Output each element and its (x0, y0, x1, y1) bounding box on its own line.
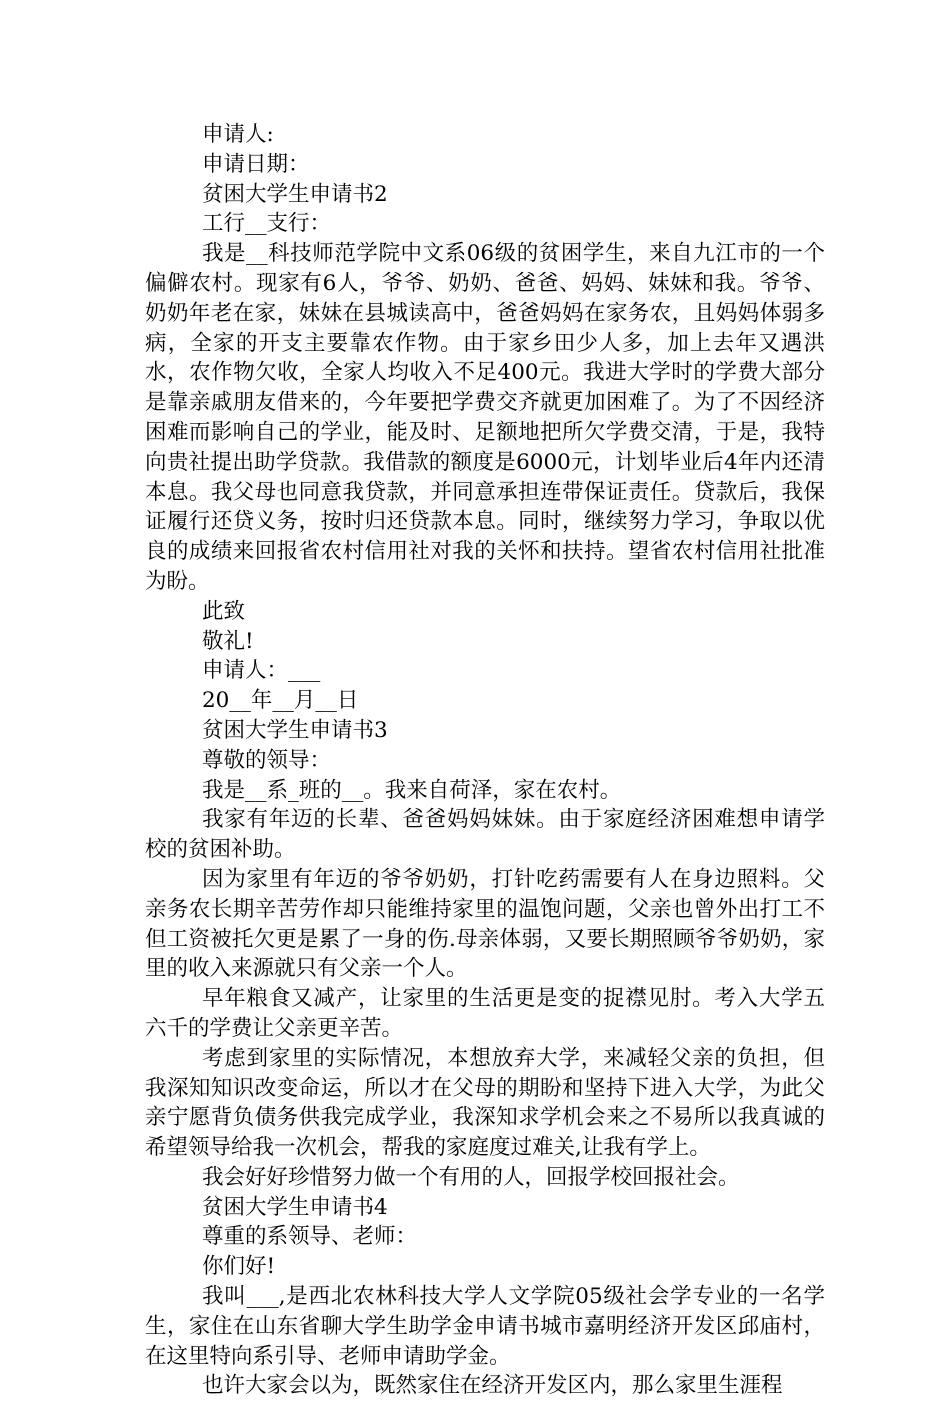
applicant-label: 申请人: (202, 122, 274, 147)
body-paragraph: 我是__科技师范学院中文系06级的贫困学生，来自九江市的一个偏僻农村。现家有6人，爷爷、奶奶、爸爸、妈妈、妹妹和我。爷爷、奶奶年老在家，妹妹在县城读高中，爸爸妈妈在家务农，且妈妈体弱多病，全家的开支主要靠农作物。由于家乡田少人多，加上去年又遇洪水，农作物欠收，全家人均收入不足400元。我进大学时的学费大部分是靠亲戚朋友借来的，今年要把学费交齐就更加困难了。为了不因经济困难而影响自己的学业，能及时、足额地把所欠学费交清，于是，我特向贵社提出助学贷款。我借款的额度是6000元，计划毕业后4年内还清本息。我父母也同意我贷款，并同意承担连带保证责任。贷款后，我保证履行还贷义务，按时归还贷款本息。同时，继续努力学习，争取以优良的成绩来回报省农村信用社对我的关怀和扶持。望省农村信用社批准为盼。 (145, 241, 825, 594)
body-paragraph: 我叫___,是西北农林科技大学人文学院05级社会学专业的一名学生，家住在山东省聊大学生助学金申请书城市嘉明经济开发区邱庙村，在这里特向系引导、老师申请助学金。 (145, 1284, 825, 1369)
body-paragraph: 也许大家会以为，既然家住在经济开发区内，那么家里生涯程 (202, 1373, 783, 1399)
application-date-label: 申请日期： (202, 151, 310, 177)
body-paragraph: 我是__系_班的__。我来自荷泽，家在农村。 (202, 777, 622, 803)
body-paragraph: 考虑到家里的实际情况，本想放弃大学，来减轻父亲的负担，但我深知知识改变命运，所以才在父母的期盼和坚持下进入大学，为此父亲宁愿背负债务供我完成学业，我深知求学机会来之不易所以我真诚的希望领导给我一次机会，帮我的家庭度过难关,让我有学上。 (145, 1045, 825, 1161)
section-title: 贫困大学生申请书3 (202, 717, 388, 743)
body-paragraph: 我家有年迈的长辈、爸爸妈妈妹妹。由于家庭经济困难想申请学校的贫困补助。 (145, 807, 825, 863)
section-title: 贫困大学生申请书2 (202, 181, 388, 207)
salutation: 工行__支行： (202, 211, 332, 237)
signature-line: 申请人：___ (202, 658, 321, 684)
closing-line: 此致 (202, 598, 246, 624)
greeting: 你们好! (202, 1254, 276, 1280)
date-line: 20__年__月__日 (202, 688, 359, 714)
document-page (145, 120, 825, 1401)
body-paragraph: 早年粮食又减产，让家里的生活更是变的捉襟见肘。考入大学五六千的学费让父亲更辛苦。 (145, 986, 825, 1041)
body-paragraph: 我会好好珍惜努力做一个有用的人，回报学校回报社会。 (202, 1164, 740, 1190)
closing-line: 敬礼! (202, 628, 254, 654)
body-paragraph: 因为家里有年迈的爷爷奶奶，打针吃药需要有人在身边照料。父亲务农长期辛苦劳作却只能维持家里的温饱问题，父亲也曾外出打工不但工资被托欠更是累了一身的伤.母亲体弱，又要长期照顾爷爷奶奶，家里的收入来源就只有父亲一个人。 (145, 866, 825, 982)
section-title: 贫困大学生申请书4 (202, 1194, 388, 1220)
salutation: 尊重的系领导、老师： (202, 1224, 418, 1250)
salutation: 尊敬的领导： (202, 747, 332, 773)
